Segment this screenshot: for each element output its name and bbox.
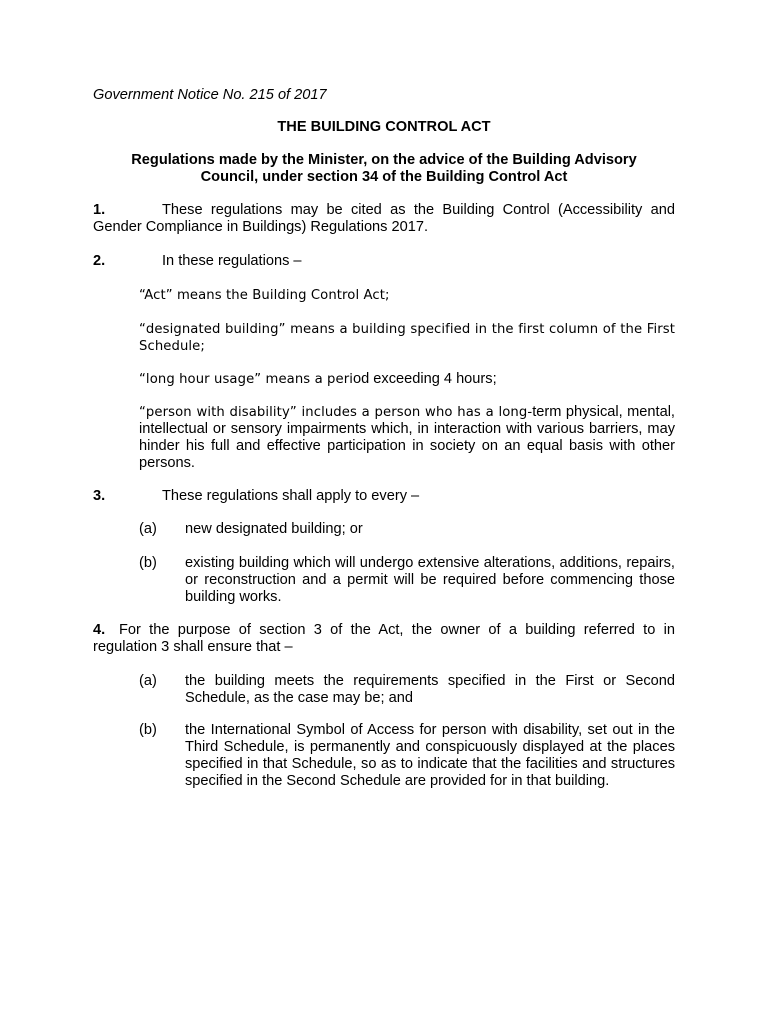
- definition-act: “Act” means the Building Control Act;: [139, 288, 390, 303]
- regulation-1: [93, 202, 675, 236]
- regulations-subtitle: [93, 152, 675, 186]
- regulation-4-item-a-label: (a): [139, 673, 157, 689]
- definition-designated-building: “designated building” means a building specified in the first column of the First Schedule;: [139, 322, 675, 354]
- regulation-3-text: These regulations shall apply to every –: [162, 488, 420, 504]
- definition-person-with-disability-start: “person with disability” includes a person who has a long-: [139, 405, 533, 420]
- regulation-3: [93, 488, 675, 505]
- regulation-3-number: 3.: [93, 488, 106, 504]
- subtitle-line-1: Regulations made by the Minister, on the advice of the Building Advisory: [131, 152, 637, 168]
- definition-long-hour-usage-start: “long hour usage” means a peri: [139, 372, 354, 387]
- regulation-3-item-b-text: existing building which will undergo extensive alterations, additions, repairs, or reconstruction and a permit will be required before commencing those building works.: [185, 555, 675, 605]
- regulation-4-item-a-text: the building meets the requirements specified in the First or Second Schedule, as the case may be; and: [185, 673, 675, 706]
- regulation-1-text: These regulations may be cited as the Building Control (Accessibility and Gender Compliance in Buildings) Regulations 2017.: [93, 202, 675, 235]
- regulation-2-number: 2.: [93, 253, 106, 269]
- regulation-2: [93, 253, 675, 270]
- subtitle-line-2: Council, under section 34 of the Building Control Act: [200, 169, 568, 185]
- document-page: [93, 0, 675, 1024]
- definition-person-with-disability-end: term physical, mental, intellectual or sensory impairments which, in interaction with various barriers, may hinder his full and effective participation in society on an equal basis with other persons.: [139, 404, 675, 471]
- government-notice-number: Government Notice No. 215 of 2017: [93, 87, 327, 103]
- regulation-4: [93, 622, 675, 656]
- act-title: THE BUILDING CONTROL ACT: [277, 119, 491, 135]
- regulation-3-item-a-label: (a): [139, 521, 157, 537]
- regulation-3-item-b-label: (b): [139, 555, 157, 571]
- regulation-4-item-b-text: the International Symbol of Access for person with disability, set out in the Third Schedule, is permanently and conspicuously displayed at the places specified in that Schedule, so as to indicate that the facilities and structures specified in the Second Schedule are provided for in that building.: [185, 722, 675, 789]
- definition-person-with-disability: [139, 404, 675, 472]
- definition-long-hour-usage: [139, 371, 675, 388]
- regulation-2-text: In these regulations –: [162, 253, 302, 269]
- regulation-4-item-b-label: (b): [139, 722, 157, 738]
- regulation-3-item-a-text: new designated building; or: [185, 521, 363, 537]
- regulation-1-number: 1.: [93, 202, 106, 218]
- definition-long-hour-usage-end: od exceeding 4 hours;: [353, 371, 497, 387]
- regulation-4-number: 4.: [93, 622, 106, 638]
- regulation-4-text: For the purpose of section 3 of the Act, the owner of a building referred to in regulation 3 shall ensure that –: [93, 622, 675, 655]
